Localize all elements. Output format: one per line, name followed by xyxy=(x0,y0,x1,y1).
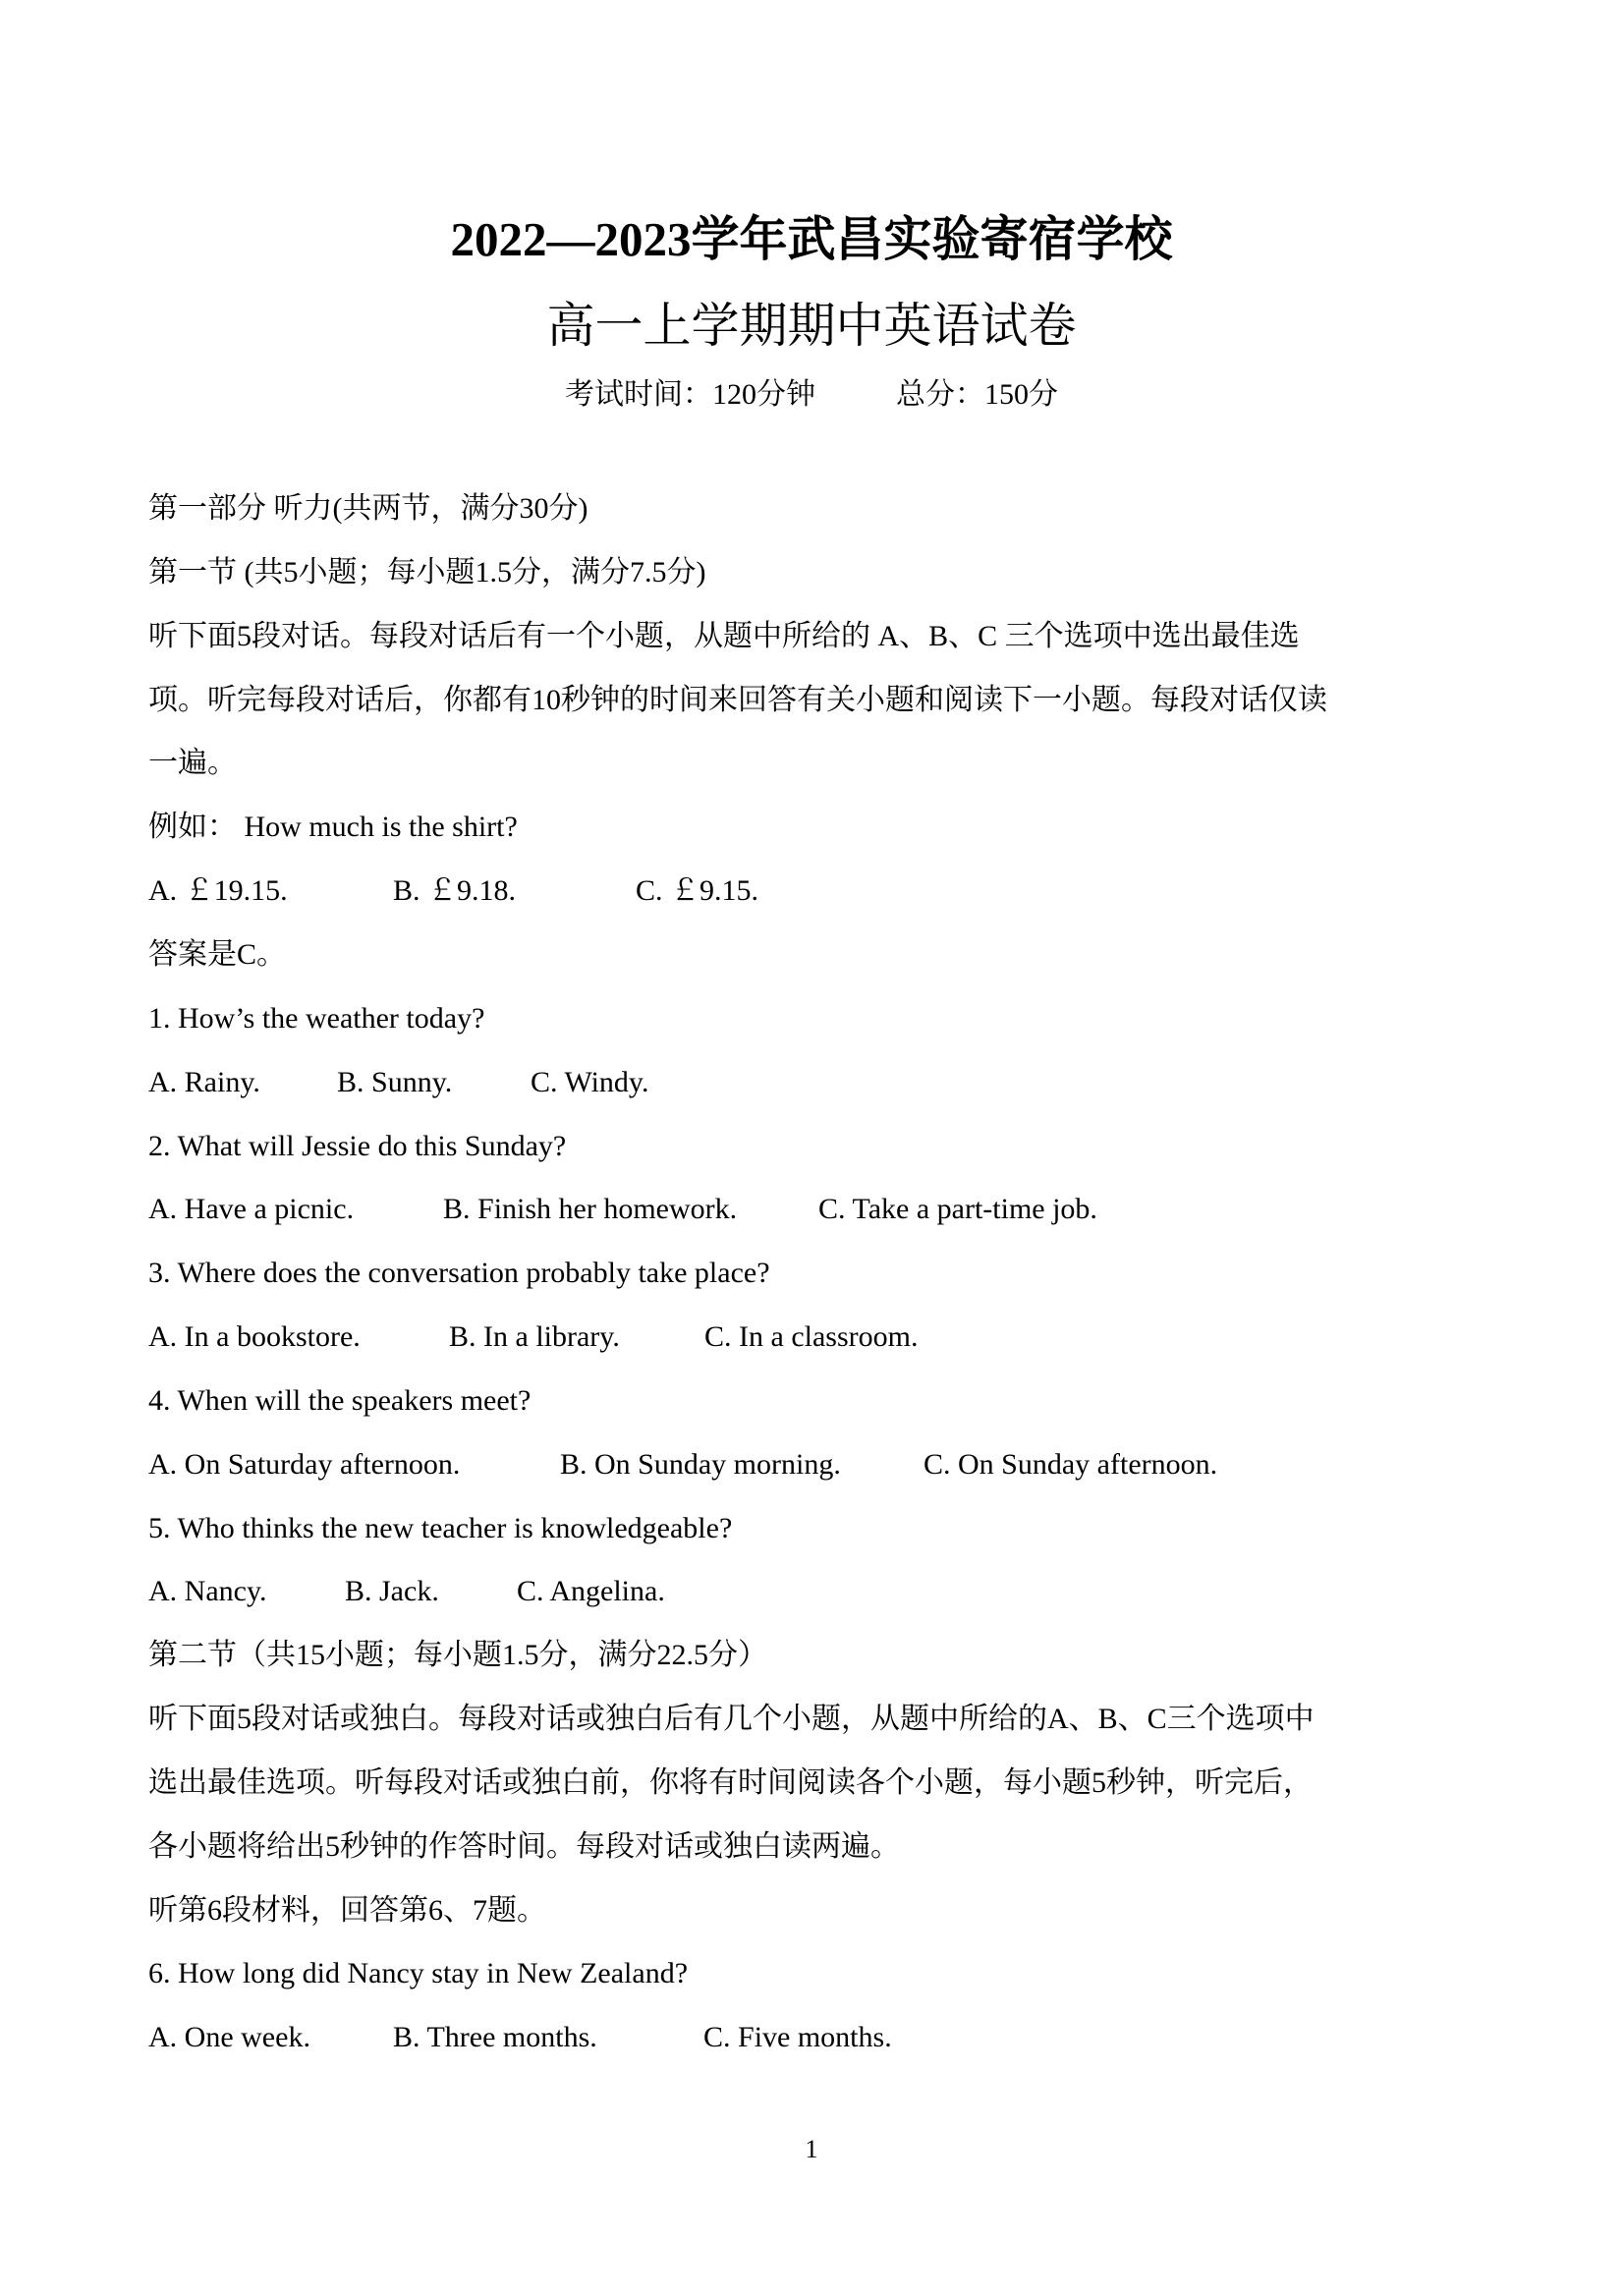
question-5: 5. Who thinks the new teacher is knowledgeable? xyxy=(148,1512,733,1544)
example-option-b: B. ￡9.18. xyxy=(393,874,517,907)
q3-option-c: C. In a classroom. xyxy=(704,1320,919,1353)
section1-instruction-1: 听下面5段对话。每段对话后有一个小题，从题中所给的 A、B、C 三个选项中选出最佳选 xyxy=(148,620,1300,652)
exam-total-score: 总分：150分 xyxy=(896,378,1058,411)
question-1-options xyxy=(0,1063,1375,1102)
example-question: 例如： How much is the shirt? xyxy=(148,811,518,843)
q5-option-b: B. Jack. xyxy=(345,1575,439,1607)
q6-option-a: A. One week. xyxy=(148,2021,310,2053)
section2-instruction-3: 各小题将给出5秒钟的作答时间。每段对话或独白读两遍。 xyxy=(148,1830,900,1863)
q1-option-b: B. Sunny. xyxy=(337,1066,453,1098)
example-options xyxy=(0,871,1375,911)
exam-info xyxy=(0,375,1623,415)
question-1: 1. How’s the weather today? xyxy=(148,1002,485,1035)
q3-option-a: A. In a bookstore. xyxy=(148,1320,361,1353)
page-number: 1 xyxy=(805,2135,818,2163)
section1-heading: 第一节 (共5小题；每小题1.5分，满分7.5分) xyxy=(148,556,706,588)
question-6-options xyxy=(0,2018,1375,2057)
section2-instruction-1: 听下面5段对话或独白。每段对话或独白后有几个小题，从题中所给的A、B、C三个选项中 xyxy=(148,1703,1315,1735)
section1-instruction-3: 一遍。 xyxy=(148,747,237,779)
material-note: 听第6段材料，回答第6、7题。 xyxy=(148,1894,546,1927)
q5-option-a: A. Nancy. xyxy=(148,1575,267,1607)
q3-option-b: B. In a library. xyxy=(449,1320,620,1353)
section2-heading: 第二节（共15小题；每小题1.5分，满分22.5分） xyxy=(148,1639,767,1671)
question-2-options xyxy=(0,1190,1375,1229)
question-5-options xyxy=(0,1572,1375,1611)
q4-option-a: A. On Saturday afternoon. xyxy=(148,1448,461,1481)
section2-instruction-2: 选出最佳选项。听每段对话或独白前，你将有时间阅读各个小题，每小题5秒钟，听完后， xyxy=(148,1766,1313,1799)
exam-title-line1: 2022—2023学年武昌实验寄宿学校 xyxy=(450,212,1173,266)
q1-option-c: C. Windy. xyxy=(531,1066,649,1098)
section1-instruction-2: 项。听完每段对话后，你都有10秒钟的时间来回答有关小题和阅读下一小题。每段对话仅读 xyxy=(148,684,1327,716)
example-option-a: A. ￡19.15. xyxy=(148,874,288,907)
example-option-c: C. ￡9.15. xyxy=(636,874,759,907)
question-4: 4. When will the speakers meet? xyxy=(148,1384,532,1417)
q2-option-c: C. Take a part-time job. xyxy=(818,1193,1097,1225)
q6-option-b: B. Three months. xyxy=(393,2021,597,2053)
question-6: 6. How long did Nancy stay in New Zealand? xyxy=(148,1957,689,1989)
question-3-options xyxy=(0,1317,1375,1357)
question-2: 2. What will Jessie do this Sunday? xyxy=(148,1130,567,1162)
part1-heading: 第一部分 听力(共两节，满分30分) xyxy=(148,492,588,525)
exam-time: 考试时间：120分钟 xyxy=(565,378,815,411)
q4-option-b: B. On Sunday morning. xyxy=(560,1448,841,1481)
q2-option-b: B. Finish her homework. xyxy=(443,1193,738,1225)
example-answer: 答案是C。 xyxy=(148,938,287,971)
question-3: 3. Where does the conversation probably take place? xyxy=(148,1257,770,1289)
exam-title-line2: 高一上学期期中英语试卷 xyxy=(546,299,1077,353)
q4-option-c: C. On Sunday afternoon. xyxy=(923,1448,1218,1481)
q6-option-c: C. Five months. xyxy=(703,2021,892,2053)
q2-option-a: A. Have a picnic. xyxy=(148,1193,355,1225)
q1-option-a: A. Rainy. xyxy=(148,1066,260,1098)
q5-option-c: C. Angelina. xyxy=(517,1575,665,1607)
question-4-options xyxy=(0,1445,1375,1484)
